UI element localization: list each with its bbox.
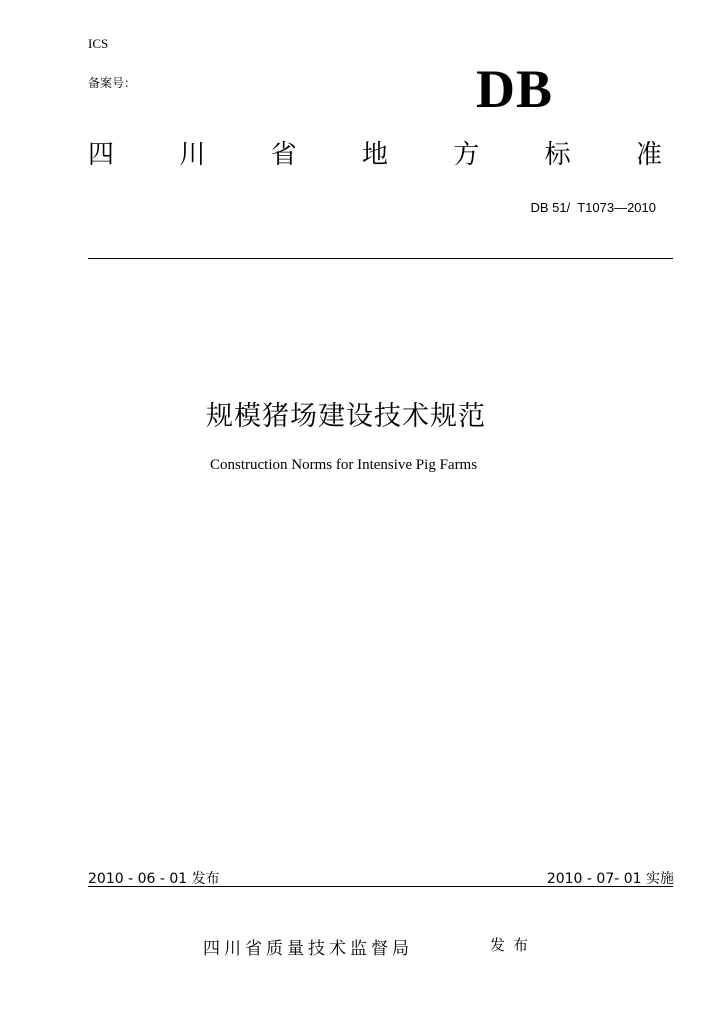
issue-date: 2010 - 06 - 01 发布 bbox=[88, 871, 220, 887]
standard-type-char: 四 bbox=[88, 140, 115, 170]
db-logo: DB bbox=[476, 59, 554, 119]
standard-type-char: 准 bbox=[635, 140, 662, 170]
document-title-chinese: 规模猪场建设技术规范 bbox=[206, 401, 486, 432]
record-number-label: 备案号： bbox=[88, 76, 137, 90]
standard-type-char: 省 bbox=[270, 140, 297, 170]
standard-type-char: 川 bbox=[179, 140, 206, 170]
standard-type-char: 方 bbox=[453, 140, 480, 170]
standard-type-char: 标 bbox=[544, 140, 571, 170]
standard-type-heading bbox=[88, 142, 662, 168]
document-title-english: Construction Norms for Intensive Pig Farms bbox=[210, 457, 478, 473]
issuer-action: 发布 bbox=[490, 936, 537, 954]
standard-type-char: 地 bbox=[361, 140, 388, 170]
standard-number: DB 51/ T1073—2010 bbox=[530, 200, 656, 215]
bottom-divider bbox=[88, 886, 673, 887]
implementation-date: 2010 - 07- 01 实施 bbox=[546, 871, 674, 887]
issuer-name: 四川省质量技术监督局 bbox=[203, 939, 413, 959]
top-divider bbox=[88, 258, 673, 259]
ics-label: ICS bbox=[88, 36, 109, 51]
